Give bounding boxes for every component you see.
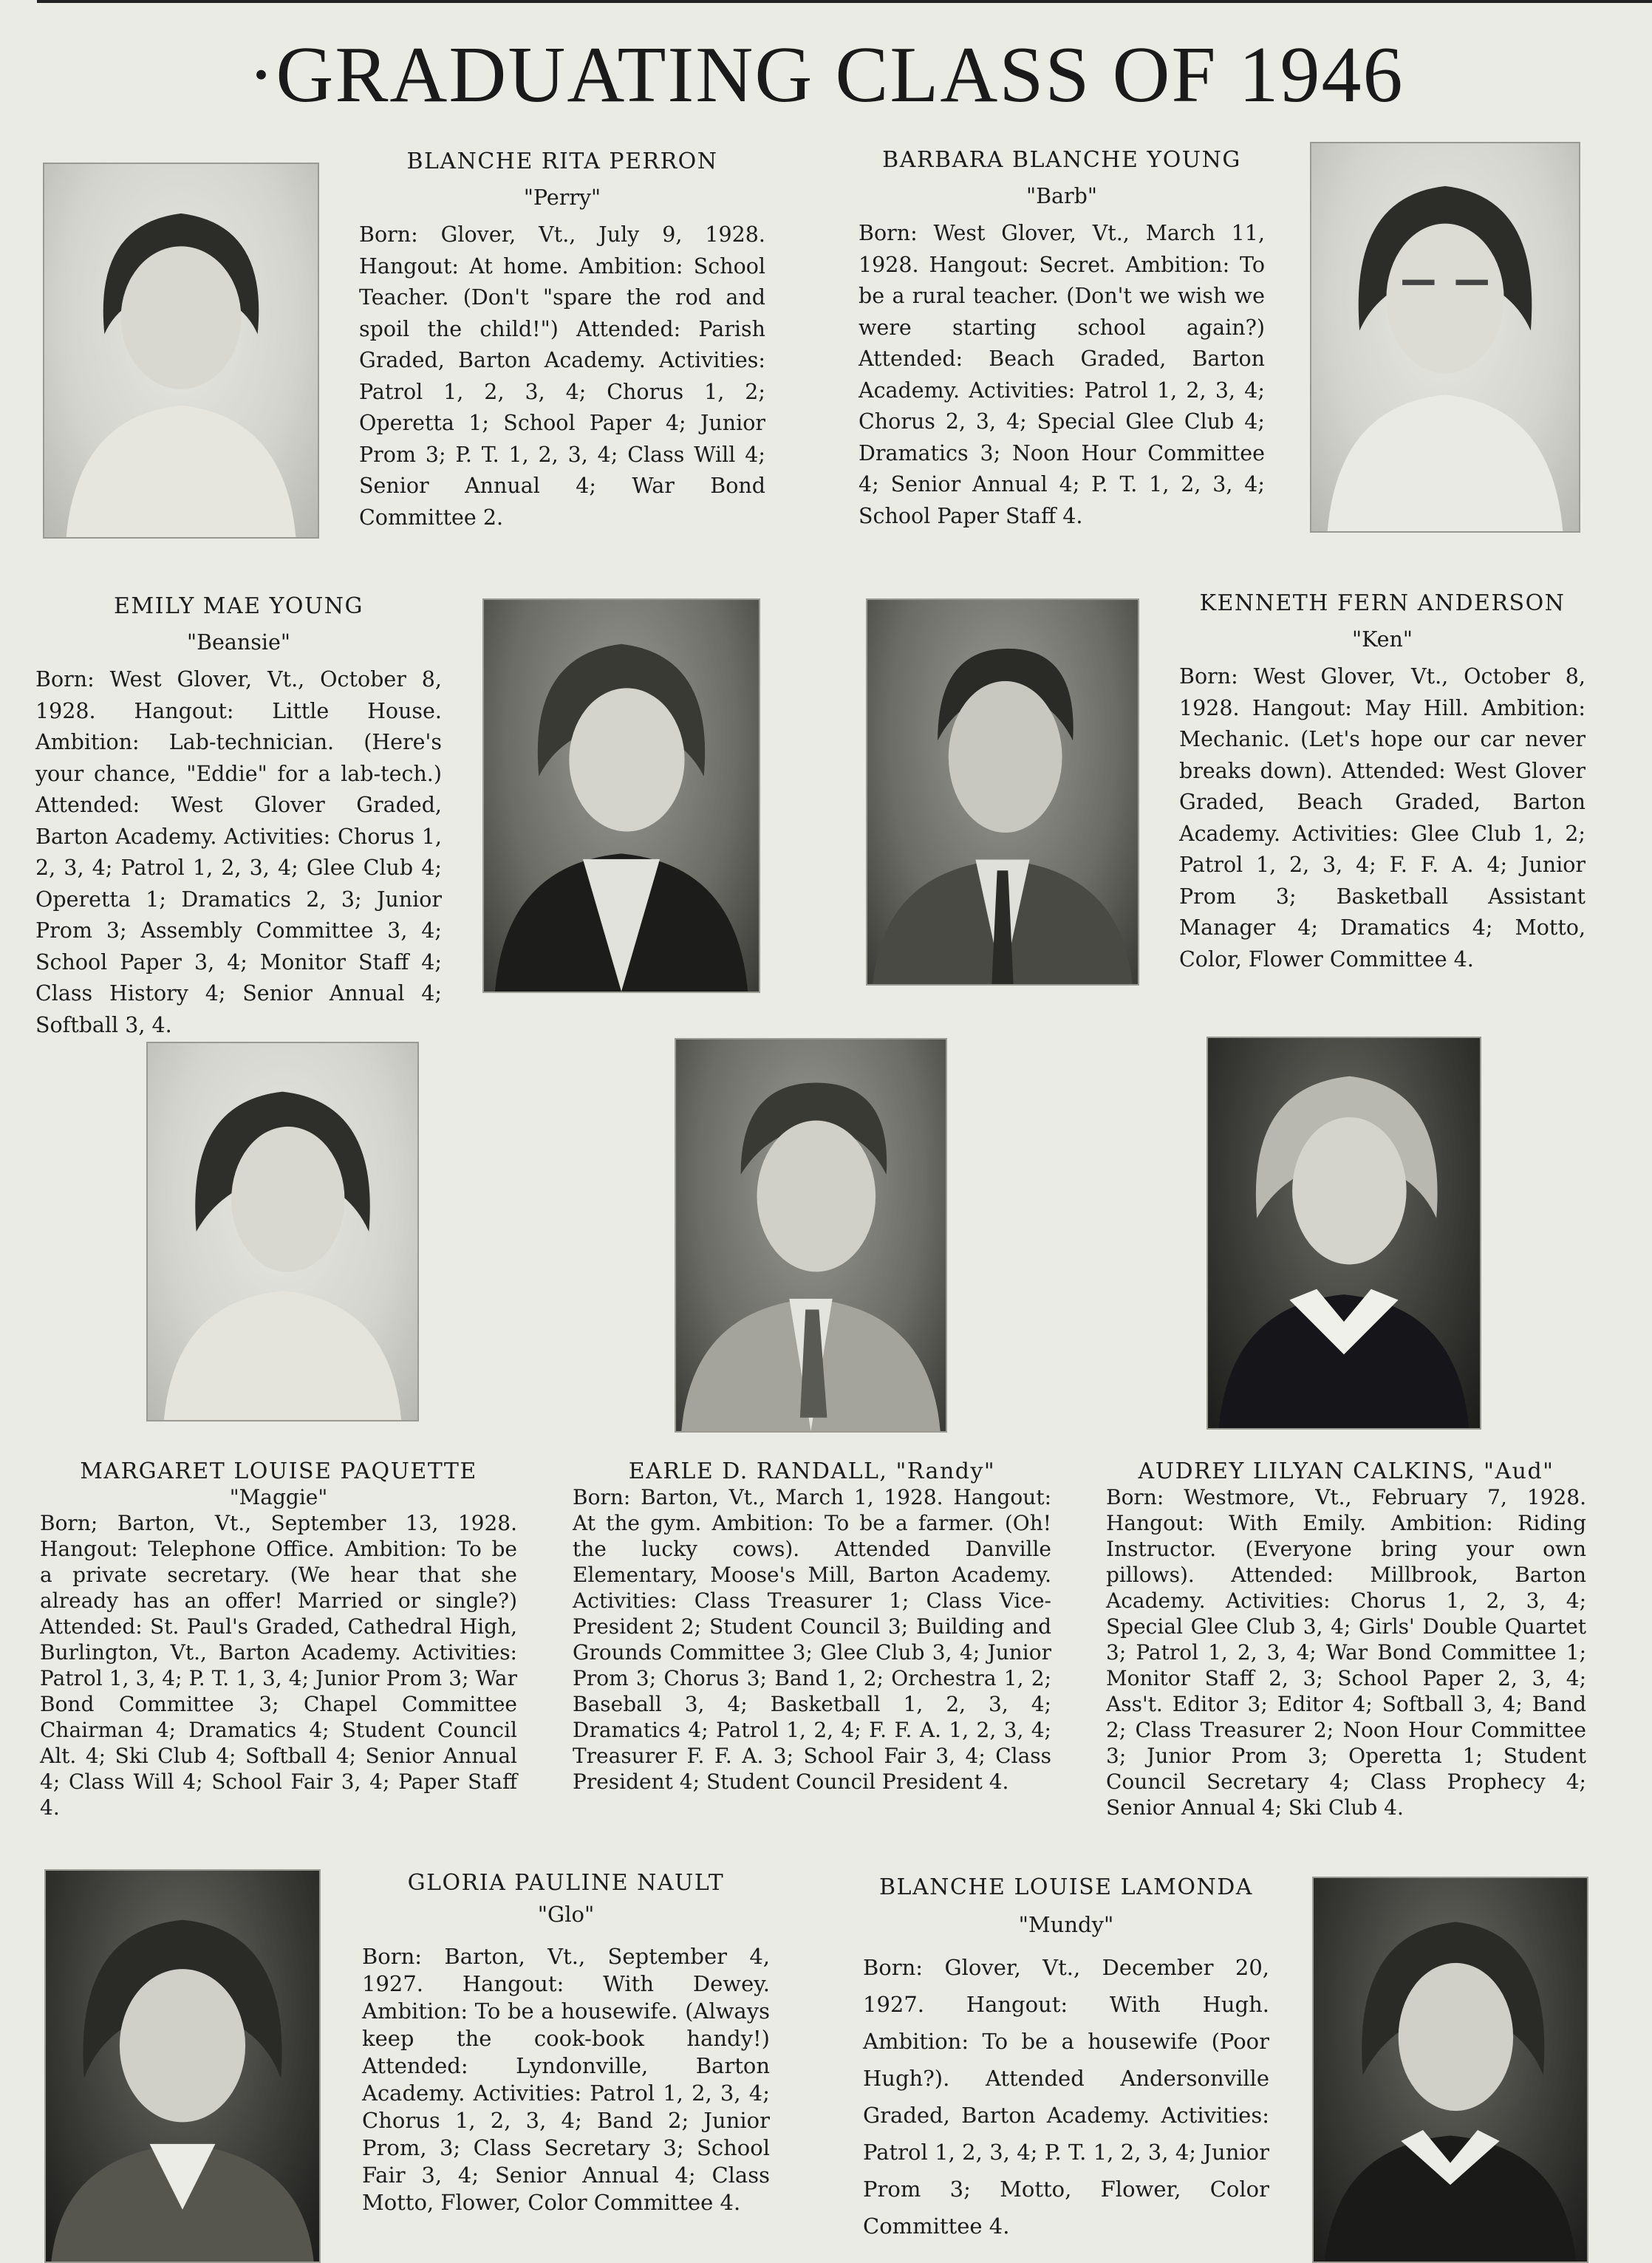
portrait-margaret-paquette	[146, 1042, 419, 1421]
student-name: MARGARET LOUISE PAQUETTE	[80, 1458, 477, 1484]
student-bio: Born: West Glover, Vt., October 8, 1928. Hangout: May Hill. Ambition: Mechanic. (Let's hope our car never breaks down). Attended: West Glover Graded, Beach Graded, Barton Academy. Activities: Glee Club 1, 2; Patrol 1, 2, 3, 4; F. F. A. 4; Junior Prom 3; Basketball Assistant Manager 4; Dramatics 4; Motto, Color, Flower Committee 4.	[1179, 664, 1586, 972]
student-nickname: "Perry"	[523, 185, 601, 210]
entry-margaret-paquette	[40, 1458, 517, 1820]
student-nickname: "Beansie"	[187, 629, 290, 655]
student-name: KENNETH FERN ANDERSON	[1199, 590, 1566, 616]
student-bio: Born: Glover, Vt., July 9, 1928. Hangout: At home. Ambition: School Teacher. (Don't "spare the rod and spoil the child!") Attended: Parish Graded, Barton Academy. Activities: Patrol 1, 2, 3, 4; Chorus 1, 2; Operetta 1; School Paper 4; Junior Prom 3; P. T. 1, 2, 3, 4; Class Will 4; Senior Annual 4; War Bond Committee 2.	[359, 222, 765, 530]
entry-blanche-perron	[359, 146, 765, 533]
student-nickname: "Barb"	[1025, 183, 1098, 208]
student-name: GLORIA PAULINE NAULT	[407, 1870, 725, 1896]
student-bio: Born: West Glover, Vt., October 8, 1928. Hangout: Little House. Ambition: Lab-technician. (Here's your chance, "Eddie" for a lab-tech.) Attended: West Glover Graded, Barton Academy. Activities: Chorus 1, 2, 3, 4; Patrol 1, 2, 3, 4; Glee Club 4; Operetta 1; Dramatics 2, 3; Junior Prom 3; Assembly Committee 3, 4; School Paper 3, 4; Monitor Staff 4; Class History 4; Senior Annual 4; Softball 3, 4.	[35, 667, 442, 1037]
portrait-emily-young	[482, 598, 760, 993]
top-rule	[37, 0, 1652, 3]
portrait-blanche-lamonda	[1312, 1877, 1588, 2263]
student-nickname: "Ken"	[1352, 627, 1413, 652]
portrait-blanche-perron	[43, 163, 319, 539]
student-name: BLANCHE LOUISE LAMONDA	[879, 1874, 1253, 1900]
student-bio: Born: Barton, Vt., September 4, 1927. Hangout: With Dewey. Ambition: To be a housewife. (Always keep the cook-book handy!) Attended: Lyndonville, Barton Academy. Activities: Patrol 1, 2, 3, 4; Chorus 1, 2, 3, 4; Band 2; Junior Prom, 3; Class Secretary 3; School Fair 3, 4; Senior Annual 4; Class Motto, Flower, Color Committee 4.	[362, 1944, 770, 2215]
entry-blanche-lamonda	[863, 1869, 1269, 2245]
student-bio: Born: West Glover, Vt., March 11, 1928. Hangout: Secret. Ambition: To be a rural teacher. (Don't we wish we were starting school again?) Attended: Beach Graded, Barton Academy. Activities: Patrol 1, 2, 3, 4; Chorus 2, 3, 4; Special Glee Club 4; Dramatics 3; Noon Hour Committee 4; Senior Annual 4; P. T. 1, 2, 3, 4; School Paper Staff 4.	[859, 221, 1265, 528]
student-name: BLANCHE RITA PERRON	[406, 149, 718, 174]
student-name: AUDREY LILYAN CALKINS, "Aud"	[1138, 1458, 1554, 1484]
student-nickname: "Glo"	[537, 1902, 595, 1927]
entry-earle-randall	[573, 1458, 1051, 1795]
student-bio: Born: Barton, Vt., March 1, 1928. Hangout: At the gym. Ambition: To be a farmer. (Oh! the lucky cows). Attended Danville Elementary, Moose's Mill, Barton Academy. Activities: Class Treasurer 1; Class Vice-President 2; Student Council 3; Building and Grounds Committee 3; Glee Club 3, 4; Junior Prom 3; Chorus 3; Band 1, 2; Orchestra 1, 2; Baseball 3, 4; Basketball 1, 2, 3, 4; Dramatics 4; Patrol 1, 2, 4; F. F. A. 1, 2, 3, 4; Treasurer F. F. A. 3; School Fair 3, 4; Class President 4; Student Council President 4.	[573, 1485, 1051, 1794]
portrait-gloria-nault	[44, 1869, 321, 2263]
portrait-earle-randall	[675, 1038, 947, 1433]
student-bio: Born: Westmore, Vt., February 7, 1928. Hangout: With Emily. Ambition: Riding Instructor. (Everyone bring your own pillows). Attended: Millbrook, Barton Academy. Activities: Chorus 1, 2, 3, 4; Special Glee Club 3, 4; Girls' Double Quartet 3; Patrol 1, 2, 3, 4; War Bond Committee 1; Monitor Staff 2, 3; School Paper 2, 3, 4; Ass't. Editor 3; Editor 4; Softball 3, 4; Band 2; Class Treasurer 2; Noon Hour Committee 3; Junior Prom 3; Operetta 1; Student Council Secretary 4; Class Prophecy 4; Senior Annual 4; Ski Club 4.	[1106, 1485, 1586, 1820]
portrait-audrey-calkins	[1206, 1037, 1481, 1430]
student-name: EARLE D. RANDALL, "Randy"	[628, 1458, 996, 1484]
entry-audrey-calkins	[1106, 1458, 1586, 1820]
portrait-barbara-young	[1310, 142, 1580, 533]
entry-kenneth-anderson	[1179, 588, 1586, 975]
student-bio: Born: Glover, Vt., December 20, 1927. Hangout: With Hugh. Ambition: To be a housewife (Poor Hugh?). Attended Andersonville Graded, Barton Academy. Activities: Patrol 1, 2, 3, 4; P. T. 1, 2, 3, 4; Junior Prom 3; Motto, Flower, Color Committee 4.	[863, 1955, 1269, 2239]
entry-barbara-young	[859, 145, 1265, 532]
student-name: BARBARA BLANCHE YOUNG	[882, 147, 1241, 173]
student-nickname: "Maggie"	[229, 1485, 328, 1509]
entry-emily-young	[35, 591, 442, 1041]
student-bio: Born; Barton, Vt., September 13, 1928. Hangout: Telephone Office. Ambition: To be a private secretary. (We hear that she already has an offer! Married or single?) Attended: St. Paul's Graded, Cathedral High, Burlington, Vt., Barton Academy. Activities: Patrol 1, 3, 4; P. T. 1, 3, 4; Junior Prom 3; War Bond Committee 3; Chapel Committee Chairman 4; Dramatics 4; Student Council Alt. 4; Ski Club 4; Softball 4; Senior Annual 4; Class Will 4; School Fair 3, 4; Paper Staff 4.	[40, 1511, 517, 1820]
page-title: ·GRADUATING CLASS OF 1946	[248, 31, 1404, 119]
student-name: EMILY MAE YOUNG	[113, 593, 364, 619]
portrait-kenneth-anderson	[866, 598, 1139, 986]
student-nickname: "Mundy"	[1018, 1912, 1114, 1937]
entry-gloria-nault	[362, 1869, 770, 2216]
